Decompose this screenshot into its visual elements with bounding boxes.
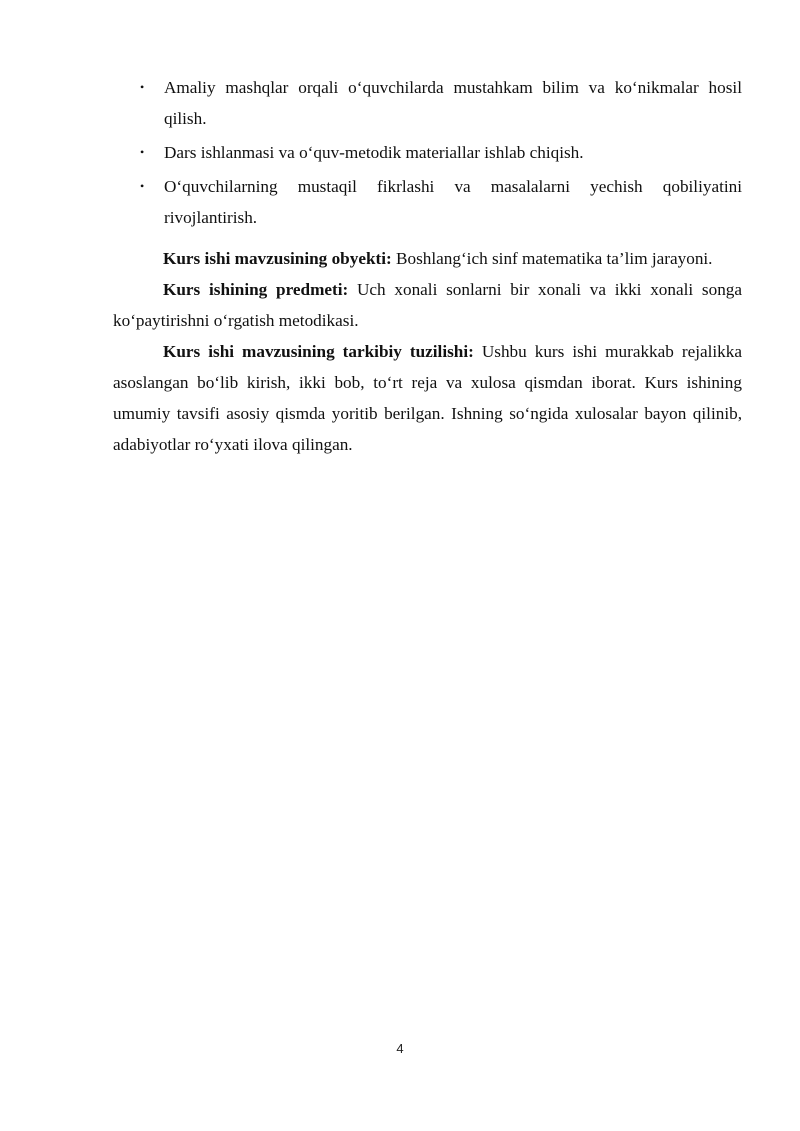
bullet-icon: • <box>140 80 145 94</box>
list-item <box>113 72 742 134</box>
page-number: 4 <box>396 1041 404 1056</box>
list-item <box>113 137 742 168</box>
paragraph-subject <box>113 274 742 336</box>
paragraph-label: Kurs ishining predmeti: <box>163 280 349 299</box>
bullet-icon: • <box>140 145 145 159</box>
paragraph-text: Boshlang‘ich sinf matematika ta’lim jarayoni. <box>391 249 713 268</box>
paragraph-label: Kurs ishi mavzusining tarkibiy tuzilishi: <box>163 342 474 361</box>
paragraph-text: Uch xonali sonlarni bir xonali va ikki xonali songa ko‘paytirishni o‘rgatish metodikasi. <box>113 280 743 330</box>
paragraph-label: Kurs ishi mavzusining obyekti: <box>163 249 392 268</box>
goals-bullet-list <box>113 72 742 233</box>
bullet-icon: • <box>140 179 145 193</box>
list-item-text: Amaliy mashqlar orqali o‘quvchilarda mustahkam bilim va ko‘nikmalar hosil qilish. <box>164 78 742 128</box>
list-item <box>113 171 742 233</box>
paragraph-text: Ushbu kurs ishi murakkab rejalikka asoslangan bo‘lib kirish, ikki bob, to‘rt reja va xulosa qismdan iborat. Kurs ishining umumiy tavsifi asosiy qismda yoritib berilgan. Ishning so‘ngida xulosalar bayon qilinib, adabiyotlar ro‘yxati ilova qilingan. <box>113 342 742 454</box>
list-item-text: Dars ishlanmasi va o‘quv-metodik materiallar ishlab chiqish. <box>164 143 584 162</box>
list-item-text: O‘quvchilarning mustaqil fikrlashi va masalalarni yechish qobiliyatini rivojlantirish. <box>164 177 742 227</box>
paragraph-structure <box>113 336 742 460</box>
page-content <box>113 72 742 460</box>
paragraph-object <box>113 243 742 274</box>
